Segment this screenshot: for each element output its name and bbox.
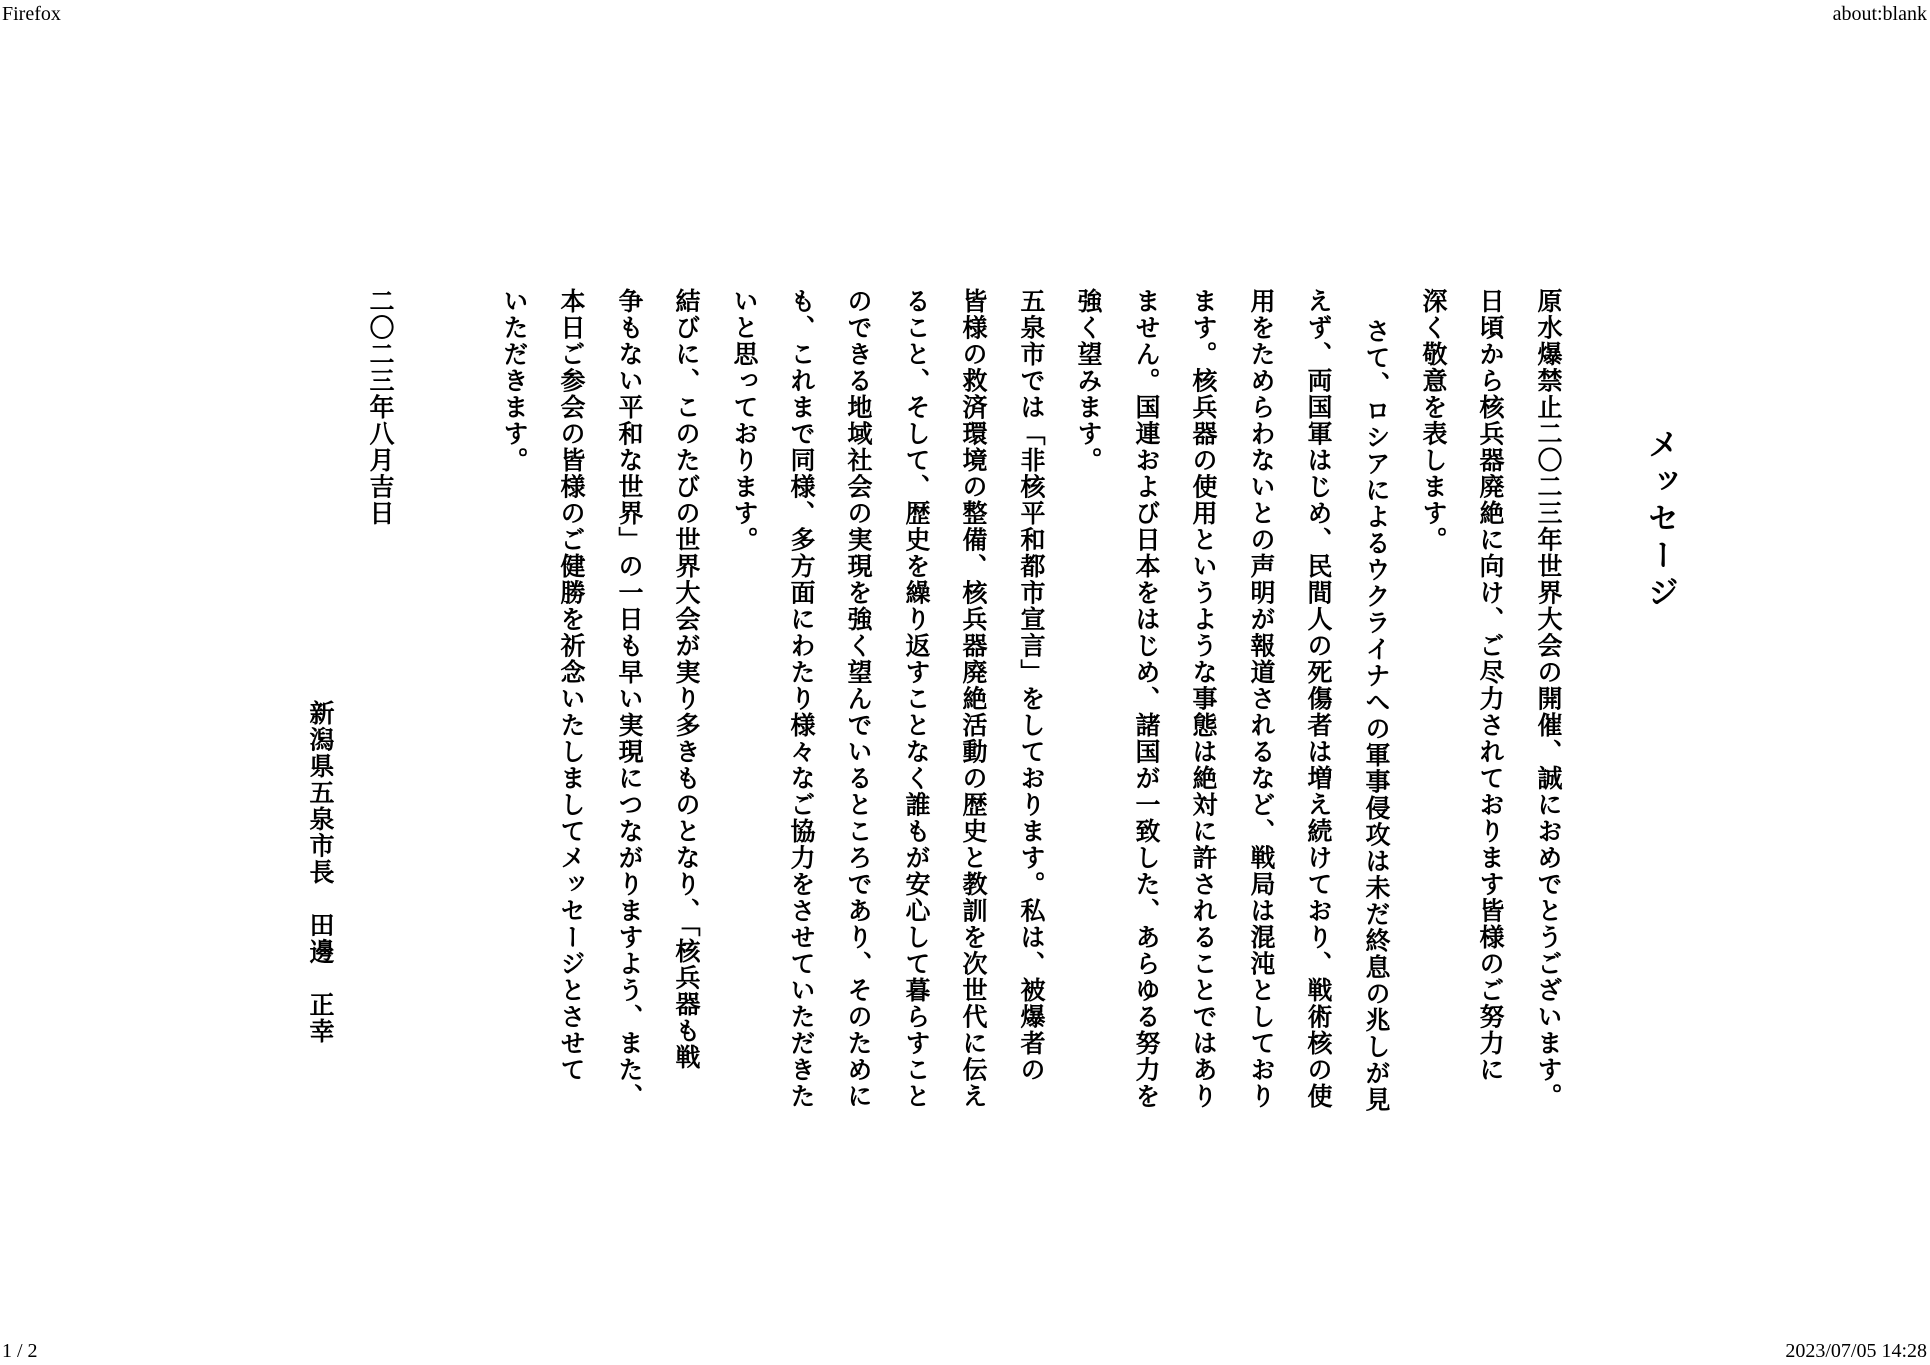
- browser-app-name: Firefox: [2, 3, 61, 25]
- letter-line: えず、両国軍はじめ、民間人の死傷者は増え続けており、戦術核の使: [1304, 288, 1333, 1110]
- letter-line: ること、そして、歴史を繰り返すことなく誰もが安心して暮らすこと: [902, 288, 931, 1110]
- browser-url: about:blank: [1832, 3, 1927, 25]
- letter-line: ます。核兵器の使用というような事態は絶対に許されることではあり: [1189, 288, 1218, 1110]
- letter-date: 二〇二三年八月吉日: [366, 288, 395, 527]
- letter-line: さて、ロシアによるウクライナへの軍事侵攻は未だ終息の兆しが見: [1362, 318, 1391, 1113]
- letter-line: 日頃から核兵器廃絶に向け、ご尽力されております皆様のご努力に: [1476, 288, 1505, 1083]
- letter-line: 強く望みます。: [1074, 288, 1103, 474]
- letter-line: 五泉市では「非核平和都市宣言」をしております。私は、被爆者の: [1017, 288, 1046, 1083]
- letter-line: のできる地域社会の実現を強く望んでいるところであり、そのために: [844, 288, 873, 1110]
- letter-line: 用をためらわないとの声明が報道されるなど、戦局は混沌としており: [1247, 288, 1276, 1110]
- letter-line: 本日ご参会の皆様のご健勝を祈念いたしましてメッセージとさせて: [557, 288, 586, 1083]
- letter-line: いただきます。: [500, 288, 529, 474]
- letter-line: 結びに、このたびの世界大会が実り多きものとなり、「核兵器も戦: [672, 288, 701, 1071]
- letter-signature: 新潟県五泉市長 田邊 正幸: [306, 700, 335, 1045]
- letter-line: 皆様の救済環境の整備、核兵器廃絶活動の歴史と教訓を次世代に伝え: [959, 288, 988, 1110]
- page-number: 1 / 2: [2, 1340, 38, 1362]
- letter-line: いと思っております。: [730, 288, 759, 553]
- print-datetime: 2023/07/05 14:28: [1785, 1340, 1927, 1362]
- letter-line: も、これまで同様、多方面にわたり様々なご協力をさせていただきた: [787, 288, 816, 1110]
- letter-line: 争もない平和な世界」の一日も早い実現につながりますよう、また、: [615, 288, 644, 1110]
- letter-line: 原水爆禁止二〇二三年世界大会の開催、誠におめでとうございます。: [1534, 288, 1563, 1110]
- letter-line: ません。国連および日本をはじめ、諸国が一致した、あらゆる努力を: [1132, 288, 1161, 1110]
- letter-title: メッセージ: [1642, 428, 1678, 613]
- letter-line: 深く敬意を表します。: [1419, 288, 1448, 553]
